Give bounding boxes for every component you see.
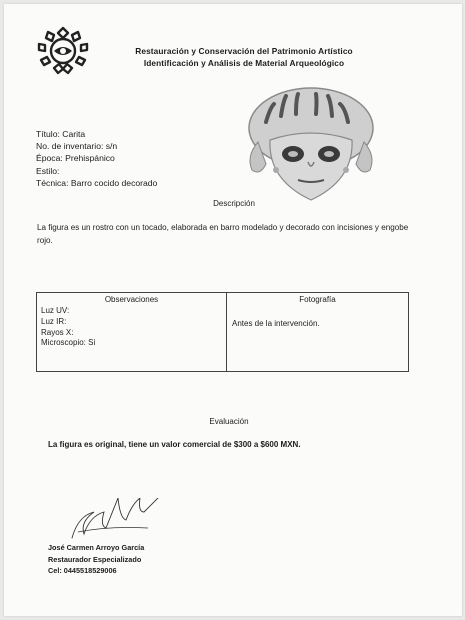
- institutional-emblem-icon: [32, 24, 94, 76]
- document-page: [4, 4, 462, 616]
- obs-ir: Luz IR:: [41, 316, 67, 326]
- description-text: La figura es un rostro con un tocado, elaborada en barro modelado y decorado con incisiones y engobe rojo.: [37, 223, 409, 245]
- header-line-2: Identificación y Análisis de Material Arqueológico: [143, 58, 345, 68]
- observations-cell: [37, 293, 227, 371]
- field-technique: Técnica: Barro cocido decorado: [36, 177, 158, 188]
- obs-xray: Rayos X:: [41, 327, 74, 337]
- identification-fields: [36, 128, 157, 189]
- photo-cell: [226, 293, 409, 371]
- evaluation-text: La figura es original, tiene un valor comercial de $300 a $600 MXN.: [48, 440, 301, 449]
- signer-phone: Cel: 0445518529006: [48, 566, 117, 575]
- photo-caption: Antes de la intervención.: [232, 319, 320, 328]
- observations-table: [36, 292, 409, 372]
- obs-uv: Luz UV:: [41, 306, 70, 315]
- handwritten-signature: [64, 498, 184, 546]
- observations-title: Observaciones: [104, 295, 159, 304]
- photo-title: Fotografía: [299, 295, 336, 304]
- obs-microscope: Microscopio: Si: [41, 338, 96, 348]
- signature-block: [48, 542, 144, 577]
- ceramic-face-mask-photo: [236, 82, 386, 206]
- field-style: Estilo:: [36, 165, 60, 176]
- header-line-1: Restauración y Conservación del Patrimonio Artístico: [135, 46, 353, 56]
- field-inventory: No. de inventario: s/n: [36, 141, 118, 152]
- evaluation-title: Evaluación: [209, 417, 249, 426]
- field-title: Título: Carita: [36, 129, 86, 139]
- description-title: Descripción: [213, 199, 255, 208]
- signer-role: Restaurador Especializado: [48, 554, 142, 564]
- field-epoch: Época: Prehispánico: [36, 153, 115, 164]
- observations-list: [41, 306, 95, 349]
- signer-name: José Carmen Arroyo García: [48, 543, 145, 552]
